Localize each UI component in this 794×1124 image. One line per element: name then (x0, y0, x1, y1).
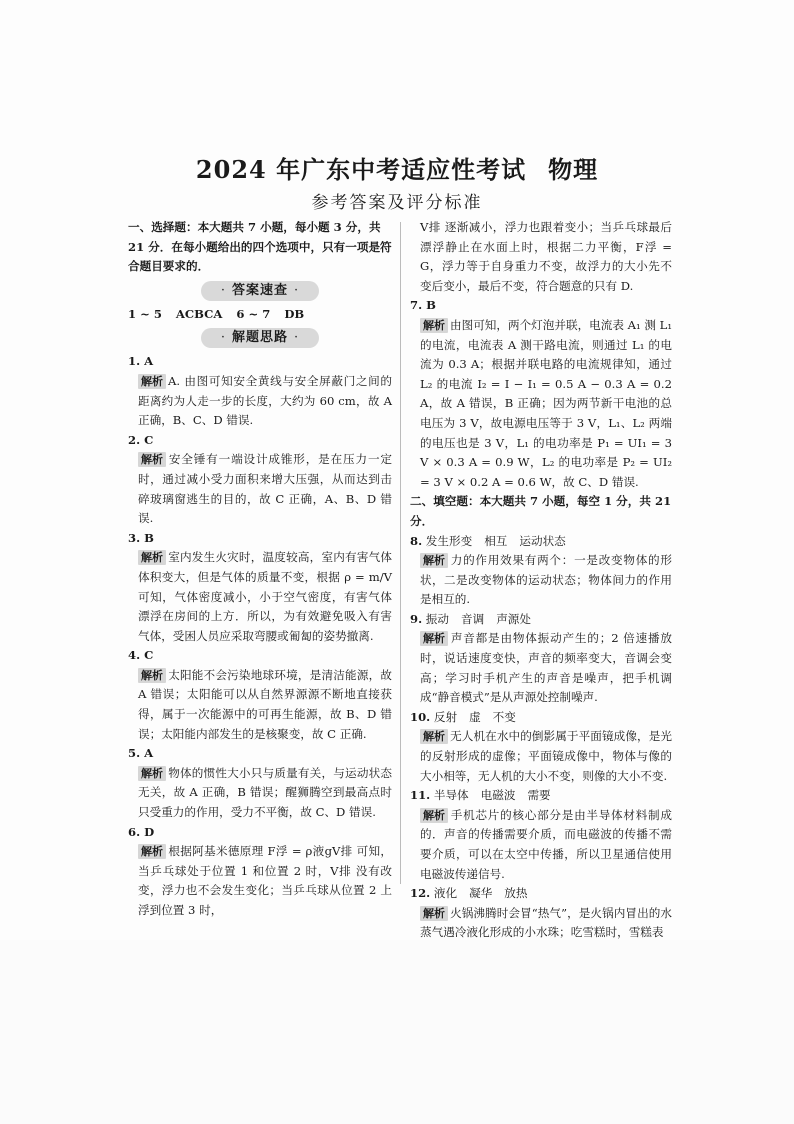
answer-range-2: 6 ~ 7 (236, 306, 271, 321)
question-item (128, 823, 392, 921)
title-subject: 物理 (548, 155, 599, 184)
analysis-tag: 解析 (138, 668, 166, 683)
analysis-text: 解析 安全锤有一端设计成锥形，是在压力一定时，通过减小受力面积来增大压强，从而达到击碎玻璃窗逃生的目的，故 C 正确，A、B、D 错误. (138, 452, 392, 526)
question-number: 1. A (128, 354, 154, 369)
analysis-tag: 解析 (420, 318, 448, 333)
fill-answer-row: 12. 液化 凝华 放热 (410, 886, 528, 901)
fill-item (410, 884, 672, 943)
quick-answers-heading: · 答案速查 · (128, 281, 392, 301)
question-number: 6. D (128, 824, 155, 839)
analysis-tag: 解析 (420, 729, 448, 744)
analysis-text: 解析 根据阿基米德原理 F浮 = ρ液gV排 可知，当乒乓球处于位置 1 和位置 2 时，V排 没有改变，浮力也不会发生变化；当乒乓球从位置 2 上浮到位置 3 时， (138, 844, 392, 917)
analysis-continuation: V排 逐渐减小，浮力也跟着变小；当乒乓球最后漂浮静止在水面上时，根据二力平衡，F浮 = G，浮力等于自身重力不变，故浮力的大小先不变后变小，最后不变，符合题意的只有 D. (420, 220, 672, 293)
fill-item (410, 708, 672, 786)
question-item (128, 646, 392, 744)
analysis-tag: 解析 (138, 452, 166, 467)
page-bottom-margin (0, 940, 794, 1124)
analysis-tag: 解析 (138, 374, 166, 389)
question-number: 7. B (410, 298, 436, 313)
analysis-tag: 解析 (138, 844, 166, 859)
analysis-text: 解析 火锅沸腾时会冒“热气”，是火锅内冒出的水蒸气遇冷液化形成的小水珠；吃雪糕时，雪糕表 (420, 905, 672, 940)
quick-answers-label: 答案速查 (231, 282, 288, 298)
title-main: 2024 年广东中考适应性考试 (195, 155, 527, 184)
question-number: 5. A (128, 746, 154, 761)
question-item (410, 296, 672, 492)
analysis-tag: 解析 (420, 808, 448, 823)
analysis-text: 解析 室内发生火灾时，温度较高，室内有害气体体积变大，但是气体的质量不变，根据 ρ = m/V 可知，气体密度减小，小于空气密度，有害气体漂浮在房间的上方．所以，为有效避免吸入有害气体，受困人员应采取弯腰或匍匐的姿势撤离. (138, 550, 392, 643)
question-item (128, 529, 392, 647)
analysis-text: 解析 手机芯片的核心部分是由半导体材料制成的．声音的传播需要介质，而电磁波的传播不需要介质，可以在太空中传播，所以卫星通信使用电磁波传递信号. (420, 807, 672, 881)
analysis-text: 解析 太阳能不会污染地球环境，是清洁能源，故 A 错误；太阳能可以从自然界源源不断地直接获得，属于一次能源中的可再生能源，故 B、D 错误；太阳能内部发生的是核聚变，故 C 正确. (138, 667, 392, 741)
analysis-text: 解析 A. 由图可知安全黄线与安全屏蔽门之间的距离约为人走一步的长度，大约为 60 cm，故 A 正确，B、C、D 错误. (138, 373, 392, 428)
analysis-text: 解析 物体的惯性大小只与质量有关，与运动状态无关，故 A 正确，B 错误；醒狮腾空到最高点时只受重力的作用，受力不平衡，故 C、D 错误. (138, 765, 392, 820)
fill-item (410, 610, 672, 708)
fill-item (410, 786, 672, 884)
page-title (0, 150, 794, 185)
fill-answer-row: 11. 半导体 电磁波 需要 (410, 788, 551, 803)
analysis-text: 解析 无人机在水中的倒影属于平面镜成像，是光的反射形成的虚像；平面镜成像中，物体与像的大小相等，无人机的大小不变，则像的大小不变. (420, 729, 672, 783)
question-item (128, 744, 392, 822)
quick-answers-row (128, 305, 392, 325)
analysis-tag: 解析 (420, 553, 448, 568)
analysis-tag: 解析 (420, 631, 448, 646)
answer-set-1: ACBCA (175, 306, 223, 321)
fill-answer-row: 10. 反射 虚 不变 (410, 709, 516, 724)
fill-answer-row: 8. 发生形变 相互 运动状态 (410, 533, 566, 548)
section1-header: 一、选择题：本大题共 7 小题，每小题 3 分，共 21 分．在每小题给出的四个选项中，只有一项是符合题目要求的． (128, 220, 392, 274)
analysis-text: 解析 声音都是由物体振动产生的；2 倍速播放时，说话速度变快，声音的频率变大，音调会变高；学习时手机产生的声音是噪声，把手机调成“静音模式”是从声源处控制噪声. (420, 631, 672, 705)
answer-set-2: DB (284, 306, 305, 321)
answer-range-1: 1 ~ 5 (128, 306, 162, 321)
analysis-tag: 解析 (138, 550, 166, 565)
analysis-tag: 解析 (420, 906, 448, 921)
analysis-tag: 解析 (138, 766, 166, 781)
question-item (128, 431, 392, 529)
question-item (128, 352, 392, 430)
question-number: 2. C (128, 432, 154, 447)
page-subtitle: 参考答案及评分标准 (311, 193, 483, 213)
fill-answer-row: 9. 振动 音调 声源处 (410, 611, 531, 626)
left-column (128, 218, 392, 921)
column-divider (400, 222, 401, 884)
fill-item (410, 532, 672, 610)
right-column (410, 218, 672, 943)
solution-label: 解题思路 (231, 330, 288, 346)
analysis-text: 解析 力的作用效果有两个：一是改变物体的形状，二是改变物体的运动状态；物体间力的作用是相互的. (420, 553, 672, 607)
question-number: 3. B (128, 530, 154, 545)
analysis-text: 解析 由图可知，两个灯泡并联，电流表 A₁ 测 L₁ 的电流，电流表 A 测干路电流，则通过 L₁ 的电流为 0.3 A；根据并联电路的电流规律知，通过 L₂ 的电流 I₂ = I − I₁ = 0.5 A − 0.3 A = 0.2 A，故 A 错误，B 正确；因为两节新干电池的总电压为 3 V，故电源电压等于 3 V，L₁、L₂ 两端的电压也是 3 V，L₁ 的电功率是 P₁ = UI₁ = 3 V × 0.3 A = 0.9 W，L₂ 的电功率是 P₂ = UI₂ = 3 V × 0.2 A = 0.6 W，故 C、D 错误. (420, 317, 672, 489)
solution-heading: · 解题思路 · (128, 328, 392, 348)
question-number: 4. C (128, 648, 154, 663)
section2-header: 二、填空题：本大题共 7 小题，每空 1 分，共 21 分． (410, 494, 672, 528)
